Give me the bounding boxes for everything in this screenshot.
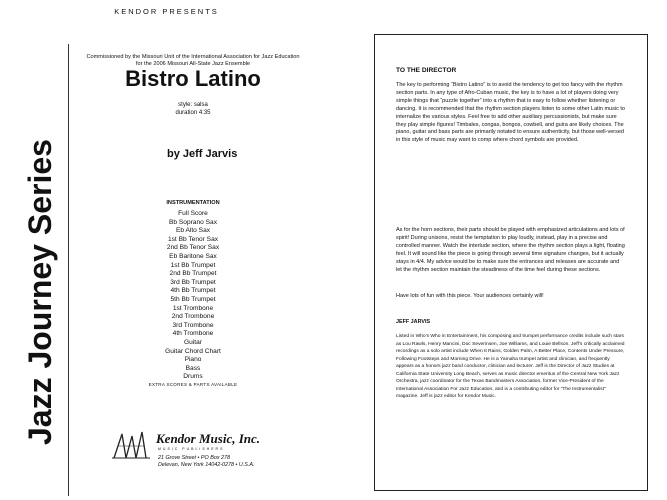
duration-line: duration 4:35 — [175, 110, 211, 116]
extra-parts-note: EXTRA SCORES & PARTS AVAILABLE — [148, 382, 238, 387]
instrument-item: 3rd Trombone — [172, 321, 214, 329]
instrumentation-list — [78, 210, 308, 382]
kendor-logo-icon — [112, 430, 152, 460]
commission-line-1: Commissioned by the Missouri Unit of the International Association for Jazz Education — [86, 54, 300, 60]
publisher-logo-block — [112, 430, 312, 490]
director-paragraph-3: Have lots of fun with this piece. Your audiences certainly will! — [396, 293, 544, 299]
instrumentation-heading: INSTRUMENTATION — [166, 200, 220, 206]
instrument-item: 2nd Trombone — [171, 313, 215, 321]
style-line: style: salsa — [178, 102, 208, 108]
instrument-item: Full Score — [178, 210, 208, 217]
instrument-item: 2nd Bb Tenor Sax — [166, 244, 220, 252]
publisher-name: Kendor Music, Inc. — [156, 431, 261, 446]
instrument-item: 3rd Bb Trumpet — [170, 278, 216, 286]
instrument-item: Guitar — [184, 338, 202, 346]
director-paragraph-1: The key to performing “Bistro Latino” is to avoid the tendency to get too fancy with the rhythm section parts. In any type of Afro-Cuban music, the key is to have a lot of players doing very simple things that “puzzle together” into a rhythm that is easy to follow whether listening or dancing. It is recommended that the rhythm section players listen to some other Latin music to internalize the various styles. Feel free to add other auxiliary percussionists, but make sure they play simple figures! Timbales, congas, bongos, cowbell, and guira are likely choices. The piano, guitar and bass parts are primarily notated to ensure authenticity, but those well-versed in this style of music may want to comp where chord symbols are provided. — [396, 82, 625, 144]
director-heading: TO THE DIRECTOR — [396, 67, 457, 74]
publisher-address — [158, 455, 254, 469]
instrument-item: Drums — [183, 373, 203, 381]
instrument-item: 4th Bb Trumpet — [170, 287, 216, 295]
style-info — [78, 101, 308, 117]
vertical-rule — [68, 44, 69, 496]
instrument-item: 1st Bb Trumpet — [170, 261, 216, 269]
instrument-item: Eb Baritone Sax — [169, 252, 217, 260]
instrument-item: 5th Bb Trumpet — [170, 295, 216, 303]
bio-heading: JEFF JARVIS — [396, 319, 431, 325]
instrument-item: Guitar Chord Chart — [165, 347, 221, 355]
composer-bio: Listed in Who’s Who in Entertainment, his composing and trumpet performance credits include such stars as Lou Rawls, Henry Mancini, Doc Severinsen, Joe Williams, and Louie Bellson. Jeff’s critically acclaimed recordings as a solo artist include When It Rains, Golden Palm, A Better Place, Contents Under Pressure, Following Footsteps and Morning Drive. He is a Yamaha trumpet artist and clinician, and frequently appears as a honors jazz band conductor, clinician and lecturer. Jeff is the Director of Jazz Studies at California State University Long Beach, serves as music director emeritus of the Central New York Jazz Orchestra, jazz coordinator for the Texas Bandmasters Association, former Vice-President of the International Association For Jazz Education, and is a contributing editor for “The Instrumentalist” magazine. Jeff is jazz editor for Kendor Music. — [396, 334, 625, 399]
composer-credit: by Jeff Jarvis — [167, 148, 238, 160]
instrument-item: 2nd Bb Trumpet — [169, 270, 217, 278]
series-name: Jazz Journey Series — [22, 139, 58, 445]
instrument-item: Piano — [184, 356, 202, 364]
instrument-item: 1st Trombone — [172, 304, 214, 312]
score-cover-page — [0, 0, 333, 500]
instrument-item: Eb Alto Sax — [175, 227, 211, 235]
address-line-2: Delevan, New York 14042-0278 • U.S.A. — [158, 462, 255, 468]
instrument-item: 1st Bb Tenor Sax — [167, 235, 219, 243]
publisher-header: KENDOR PRESENTS — [114, 7, 219, 16]
instrument-item: 4th Trombone — [172, 330, 214, 338]
director-paragraph-2: As for the horn sections, their parts should be played with emphasized articulations and lots of spirit! During unisons, resist the temptation to play loudly, instead, play in a precise and controlled manner. Watch the interlude section, where the rhythm section plays a light, floating feel. It will sound like the piece is going through several time signature changes, but it actually stays in 4/4. My advice would be to make sure the entrances and releases are accurate and let the rhythm section maintain the steadiness of the time feel during these sections. — [396, 227, 625, 273]
publisher-subtitle: MUSIC PUBLISHERS — [158, 447, 225, 451]
director-notes-page — [334, 0, 667, 500]
instrument-item: Bb Soprano Sax — [168, 218, 218, 226]
address-line-1: 21 Grove Street • PO Box 278 — [158, 455, 231, 461]
piece-title: Bistro Latino — [125, 66, 261, 91]
instrument-item: Bass — [185, 364, 201, 372]
commission-line-2: for the 2006 Missouri All-State Jazz Ensemble — [135, 61, 251, 67]
